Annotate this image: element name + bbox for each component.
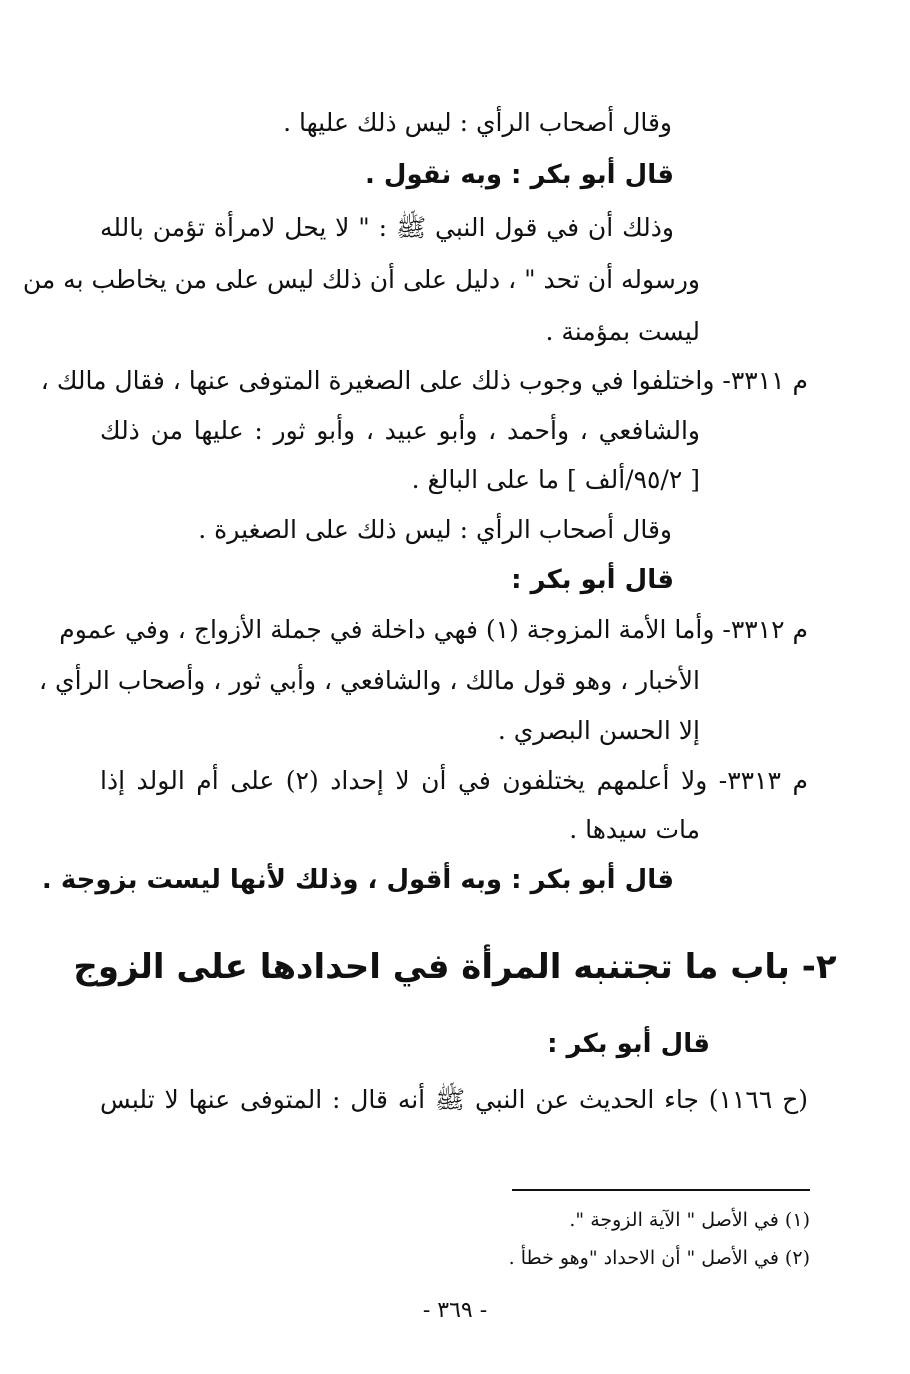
page-number: - ٣٦٩ - [422, 1298, 488, 1323]
author-statement-1: قال أبو بكر : وبه نقول . [365, 160, 674, 190]
issue-3311-line-1: م ٣٣١١- واختلفوا في وجوب ذلك على الصغيرة المتوفى عنها ، فقال مالك ، [40, 366, 808, 395]
text-line-9: وقال أصحاب الرأي : ليس ذلك على الصغيرة . [198, 515, 672, 544]
footnote-separator [512, 1189, 810, 1191]
author-statement-2: قال أبو بكر : [511, 565, 674, 595]
author-statement-3: قال أبو بكر : وبه أقول ، وذلك لأنها ليست بزوجة . [41, 865, 674, 895]
issue-3312-line-3: إلا الحسن البصري . [497, 716, 700, 745]
issue-3311-line-2: والشافعي ، وأحمد ، وأبو عبيد ، وأبو ثور : عليها من ذلك [100, 416, 700, 445]
footnote-1: (١) في الأصل " الآية الزوجة ". [569, 1209, 810, 1231]
author-statement-4: قال أبو بكر : [547, 1029, 710, 1059]
text-line-5: ليست بمؤمنة . [545, 317, 700, 346]
issue-3312-line-2: الأخبار ، وهو قول مالك ، والشافعي ، وأبي ثور ، وأصحاب الرأي ، [38, 666, 700, 695]
text-line-1: وقال أصحاب الرأي : ليس ذلك عليها . [283, 108, 672, 137]
issue-3312-line-1: م ٣٣١٢- وأما الأمة المزوجة (١) فهي داخلة في جملة الأزواج ، وفي عموم [59, 615, 808, 644]
text-line-4: ورسوله أن تحد " ، دليل على أن ذلك ليس على من يخاطب به من [22, 265, 700, 294]
issue-3313-line-1: م ٣٣١٣- ولا أعلمهم يختلفون في أن لا إحداد (٢) على أم الولد إذا [100, 766, 808, 795]
hadith-1166-line: (ح ١١٦٦) جاء الحديث عن النبي ﷺ أنه قال : المتوفى عنها لا تلبس [100, 1085, 808, 1114]
issue-3313-line-2: مات سيدها . [569, 815, 700, 844]
text-line-3: وذلك أن في قول النبي ﷺ : " لا يحل لامرأة تؤمن بالله [100, 213, 674, 242]
footnote-2: (٢) في الأصل " أن الاحداد "وهو خطأ . [508, 1247, 810, 1269]
issue-3311-line-3: [ ٩٥/٢/ألف ] ما على البالغ . [411, 465, 700, 494]
section-heading: ٢- باب ما تجتنبه المرأة في احدادها على الزوج [73, 947, 837, 987]
